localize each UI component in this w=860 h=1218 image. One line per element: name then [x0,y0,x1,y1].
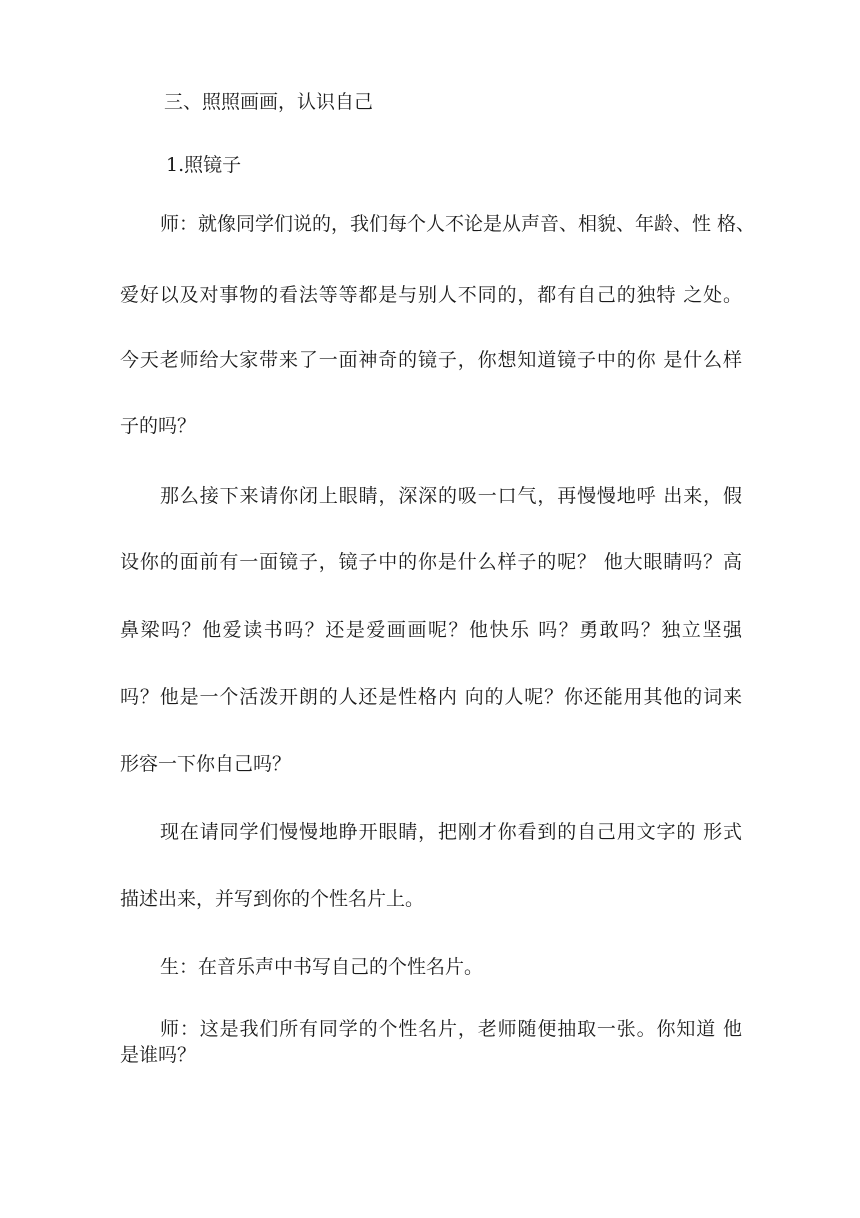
paragraph-line: 师：就像同学们说的，我们每个人不论是从声音、相貌、年龄、性 格、 [160,213,756,235]
paragraph-line: 形容一下你自己吗？ [120,753,292,775]
paragraph-line: 爱好以及对事物的看法等等都是与别人不同的，都有自己的独特 之处。 [120,284,742,306]
paragraph-line: 是谁吗？ [120,1044,197,1066]
paragraph-line: 设你的面前有一面镜子，镜子中的你是什么样子的呢？ 他大眼睛吗？高 [120,551,742,573]
paragraph-line: 描述出来，并写到你的个性名片上。 [120,888,425,910]
paragraph-line: 师：这是我们所有同学的个性名片，老师随便抽取一张。你知道 他 [160,1018,742,1040]
section-heading: 三、照照画画，认识自己 [164,91,374,113]
paragraph-line: 子的吗？ [120,415,197,437]
paragraph-line: 今天老师给大家带来了一面神奇的镜子，你想知道镜子中的你 是什么样 [120,349,742,371]
paragraph-line: 生：在音乐声中书写自己的个性名片。 [160,956,484,978]
paragraph-line: 那么接下来请你闭上眼睛，深深的吸一口气，再慢慢地呼 出来，假 [160,485,742,507]
paragraph-line: 现在请同学们慢慢地睁开眼睛，把刚才你看到的自己用文字的 形式 [160,821,742,843]
paragraph-line: 吗？他是一个活泼开朗的人还是性格内 向的人呢？你还能用其他的词来 [120,686,742,708]
subsection-heading: 1.照镜子 [166,154,242,176]
paragraph-line: 鼻梁吗？他爱读书吗？还是爱画画呢？他快乐 吗？勇敢吗？独立坚强 [120,619,742,641]
